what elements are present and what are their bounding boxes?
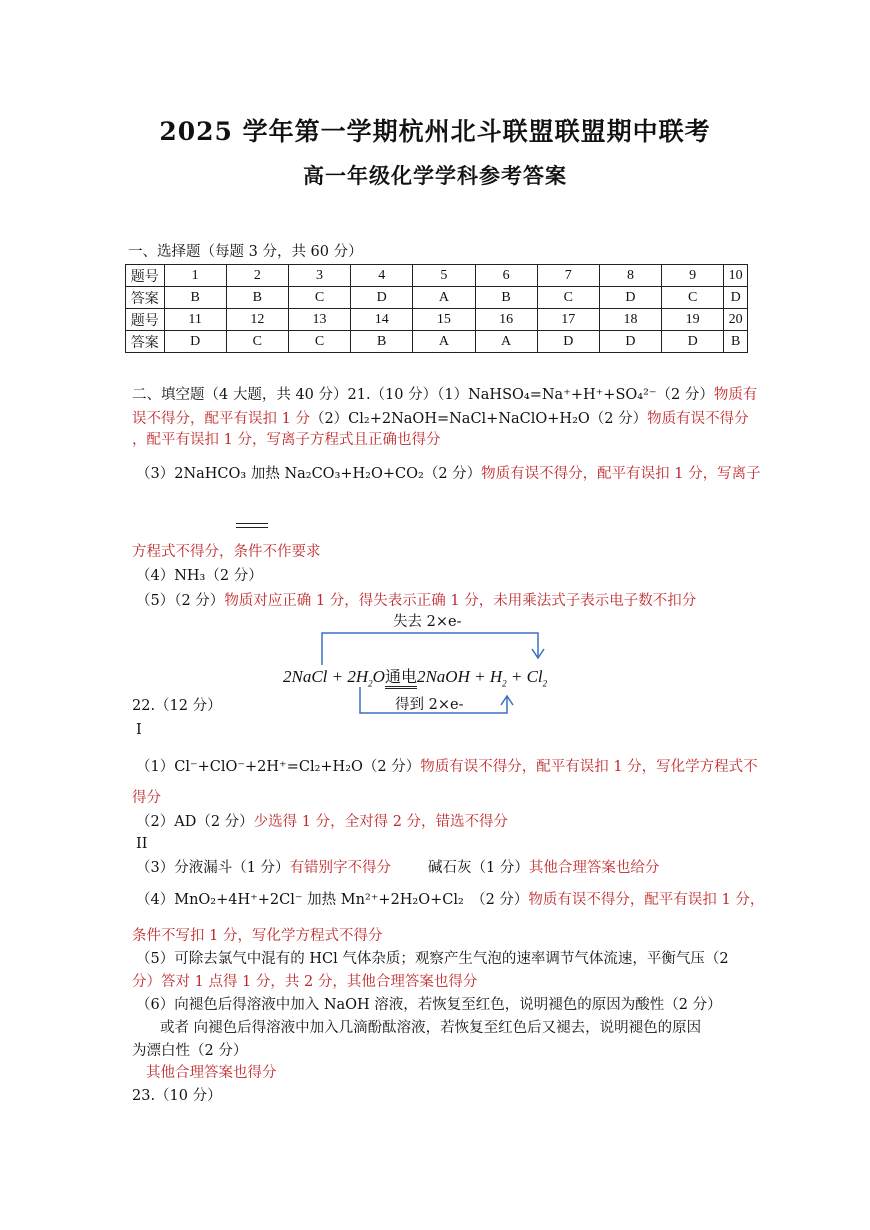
electron-lost-label: 失去 2×e-: [393, 614, 462, 630]
eq-part: O: [372, 667, 385, 686]
table-cell: D: [599, 331, 661, 353]
table-row: [126, 331, 748, 353]
q22-line8: 分）答对 1 点得 1 分，共 2 分，其他合理答案也得分: [132, 974, 478, 990]
table-cell: 1: [164, 265, 226, 287]
q22-line7: （5）可除去氯气中混有的 HCl 气体杂质；观察产生气泡的速率调节气体流速，平衡气压（2: [136, 951, 729, 967]
answer-text: （3）分液漏斗（1 分）: [136, 860, 290, 876]
eq-sub: 2: [368, 678, 373, 689]
eq-part: 2NaOH + H: [416, 667, 503, 686]
table-cell: 19: [662, 309, 724, 331]
table-cell: 2: [226, 265, 288, 287]
row-label: 答案: [126, 331, 165, 353]
grading-note: 物质有误不得分: [647, 411, 749, 427]
q22-line11: 为漂白性（2 分）: [132, 1043, 248, 1059]
answer-text: （3）2NaHCO₃ 加热 Na₂CO₃+H₂O+CO₂（2 分）: [136, 466, 482, 482]
table-cell: 17: [537, 309, 599, 331]
part-ii-label: II: [136, 836, 148, 852]
grading-note: 其他合理答案也给分: [528, 860, 660, 876]
table-cell: D: [351, 287, 413, 309]
table-row: [126, 309, 748, 331]
q22-line12: 其他合理答案也得分: [146, 1065, 277, 1081]
answer-text: （5）（2 分）: [136, 593, 225, 609]
table-cell: 5: [413, 265, 475, 287]
table-cell: 13: [288, 309, 350, 331]
grading-note: 有错别字不得分: [289, 860, 392, 876]
answer-table: [125, 264, 748, 353]
answer-text: （1）Cl⁻+ClO⁻+2H⁺=Cl₂+H₂O（2 分）: [136, 759, 421, 775]
table-cell: 8: [599, 265, 661, 287]
q21-line3: ，配平有误扣 1 分，写离子方程式且正确也得分: [132, 432, 441, 448]
eq-sub: 2: [542, 678, 548, 689]
q21-line5: 方程式不得分，条件不作要求: [132, 544, 321, 560]
table-cell: C: [662, 287, 724, 309]
table-cell: D: [724, 287, 748, 309]
q22-heading: 22.（12 分）: [132, 698, 222, 714]
table-cell: B: [351, 331, 413, 353]
grading-note: 物质有误不得分，配平有误扣 1 分，写离子: [481, 466, 761, 482]
table-cell: 3: [288, 265, 350, 287]
table-cell: D: [662, 331, 724, 353]
q22-line4b: [428, 858, 659, 878]
part-i-label: I: [136, 722, 142, 738]
grading-note: 少选得 1 分，全对得 2 分，错选不得分: [253, 814, 509, 830]
q22-line6: 条件不写扣 1 分，写化学方程式不得分: [132, 928, 383, 944]
table-cell: C: [288, 331, 350, 353]
table-row: [126, 265, 748, 287]
table-cell: A: [413, 287, 475, 309]
answer-text: （2）Cl₂+2NaOH=NaCl+NaClO+H₂O（2 分）: [309, 411, 648, 427]
table-cell: C: [288, 287, 350, 309]
answer-text: 二、填空题（4 大题，共 40 分）21.（10 分）（1）NaHSO₄=Na⁺+H⁺+SO₄²⁻（2 分）: [132, 387, 714, 403]
q21-line2: [132, 409, 749, 429]
section1-heading: 一、选择题（每题 3 分，共 60 分）: [128, 244, 363, 260]
table-cell: 16: [475, 309, 537, 331]
table-cell: 6: [475, 265, 537, 287]
table-cell: B: [724, 331, 748, 353]
table-cell: 14: [351, 309, 413, 331]
q21-line4: [136, 464, 761, 484]
table-cell: 11: [164, 309, 226, 331]
eq-condition: 通电: [385, 667, 417, 689]
q23-heading: 23.（10 分）: [132, 1088, 222, 1104]
row-label: 题号: [126, 309, 165, 331]
q22-line10: 或者 向褪色后得溶液中加入几滴酚酞溶液，若恢复至红色后又褪去，说明褪色的原因: [160, 1020, 702, 1036]
table-cell: 18: [599, 309, 661, 331]
q22-line3: [136, 812, 508, 832]
q22-line5: [136, 890, 764, 910]
grading-note: 误不得分，配平有误扣 1 分: [132, 411, 310, 427]
table-cell: D: [164, 331, 226, 353]
electrolysis-equation: [283, 664, 547, 687]
q21-line6: （4）NH₃（2 分）: [136, 568, 263, 584]
q21-line7: [136, 591, 696, 611]
table-cell: 15: [413, 309, 475, 331]
table-cell: 20: [724, 309, 748, 331]
page-subtitle: 高一年级化学学科参考答案: [303, 163, 567, 188]
equals-sign-mark: [236, 523, 268, 528]
q21-line1: [132, 385, 757, 405]
eq-sub: 2: [502, 678, 507, 689]
table-cell: 10: [724, 265, 748, 287]
table-cell: 9: [662, 265, 724, 287]
electron-gain-label: 得到 2×e-: [395, 697, 464, 713]
answer-text: （4）MnO₂+4H⁺+2Cl⁻ 加热 Mn²⁺+2H₂O+Cl₂ （2 分）: [136, 892, 529, 908]
q22-line4: [136, 858, 391, 878]
table-cell: B: [164, 287, 226, 309]
page-title: 2025 学年第一学期杭州北斗联盟联盟期中联考: [159, 117, 711, 146]
q22-line2: 得分: [132, 790, 161, 806]
table-cell: D: [537, 331, 599, 353]
grading-note: 物质对应正确 1 分，得失表示正确 1 分，未用乘法式子表示电子数不扣分: [224, 593, 697, 609]
answer-text: （2）AD（2 分）: [136, 814, 254, 830]
q22-line1: [136, 757, 758, 777]
q22-line9: （6）向褪色后得溶液中加入 NaOH 溶液，若恢复至红色，说明褪色的原因为酸性（2 分）: [136, 997, 722, 1013]
eq-part: + Cl: [506, 667, 543, 686]
answer-text: 碱石灰（1 分）: [428, 860, 529, 876]
grading-note: 物质有: [713, 387, 758, 403]
grading-note: 物质有误不得分，配平有误扣 1 分，: [528, 892, 765, 908]
table-cell: 7: [537, 265, 599, 287]
row-label: 题号: [126, 265, 165, 287]
table-cell: 12: [226, 309, 288, 331]
grading-note: 物质有误不得分，配平有误扣 1 分，写化学方程式不: [420, 759, 758, 775]
table-cell: B: [226, 287, 288, 309]
table-cell: 4: [351, 265, 413, 287]
table-cell: C: [537, 287, 599, 309]
table-cell: B: [475, 287, 537, 309]
table-row: [126, 287, 748, 309]
eq-part: 2NaCl + 2H: [283, 667, 369, 686]
table-cell: C: [226, 331, 288, 353]
row-label: 答案: [126, 287, 165, 309]
table-cell: A: [475, 331, 537, 353]
table-cell: A: [413, 331, 475, 353]
table-cell: D: [599, 287, 661, 309]
lost-arrow-line: [322, 633, 538, 665]
